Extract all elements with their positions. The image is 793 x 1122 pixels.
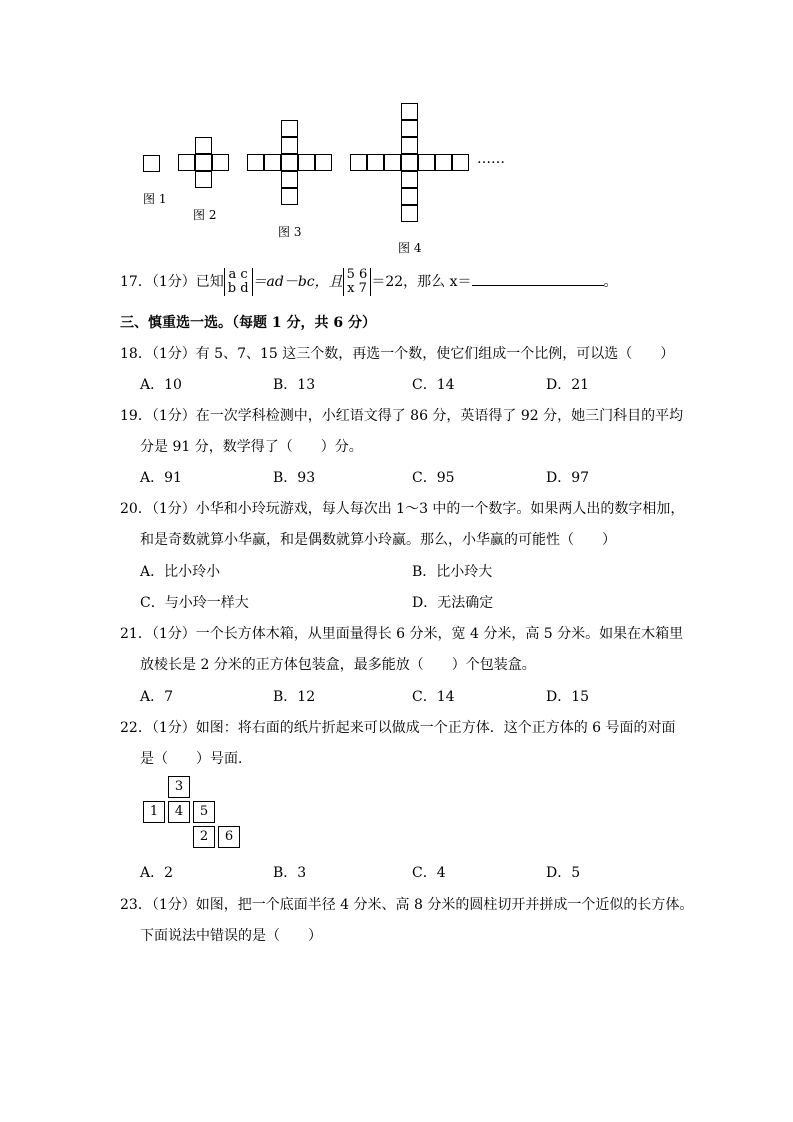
- figure-1: [143, 155, 161, 173]
- q18-option-d[interactable]: D．21: [546, 377, 590, 393]
- q19-option-a[interactable]: A．91: [140, 470, 182, 486]
- figure-1-caption: 图 1: [143, 192, 167, 206]
- q17-definition: ＝ad－bc，且: [252, 274, 343, 290]
- q20-option-b[interactable]: B．比小玲大: [412, 564, 493, 580]
- q19-option-d[interactable]: D．97: [546, 470, 590, 486]
- question-22-stem-2: 是（ ）号面．: [140, 751, 252, 767]
- q17-prefix: 17．（1分）已知: [120, 274, 224, 290]
- net-cell: 2: [193, 826, 215, 848]
- q17-determinant-given: 5 6 x 7: [343, 268, 372, 296]
- q20-option-a[interactable]: A．比小玲小: [140, 564, 221, 580]
- q22-option-b[interactable]: B．3: [273, 865, 307, 881]
- net-cell: 4: [168, 801, 190, 823]
- q17-determinant-general: a c b d: [224, 268, 253, 296]
- question-20-stem-1: 20．（1分）小华和小玲玩游戏，每人每次出 1～3 中的一个数字。如果两人出的数字相加，: [120, 501, 685, 517]
- q22-option-c[interactable]: C．4: [412, 865, 446, 881]
- question-21-stem-1: 21．（1分）一个长方体木箱，从里面量得长 6 分米，宽 4 分米，高 5 分米。如果在木箱里: [120, 626, 684, 642]
- figure-ellipsis: ……: [477, 151, 505, 167]
- net-cell: 1: [143, 801, 165, 823]
- q20-option-d[interactable]: D．无法确定: [412, 595, 494, 611]
- q18-option-a[interactable]: A．10: [140, 377, 182, 393]
- q19-option-c[interactable]: C．95: [412, 470, 455, 486]
- cube-net: [143, 776, 247, 852]
- q18-option-b[interactable]: B．13: [273, 377, 316, 393]
- question-17: [120, 266, 618, 298]
- question-20-stem-2: 和是奇数就算小华赢，和是偶数就算小玲赢。那么，小华赢的可能性（ ）: [140, 532, 616, 548]
- q18-option-c[interactable]: C．14: [412, 377, 455, 393]
- question-19-stem-1: 19．（1分）在一次学科检测中，小红语文得了 86 分，英语得了 92 分，她三门科目的平均: [120, 408, 684, 424]
- question-23-stem-1: 23．（1分）如图，把一个底面半径 4 分米、高 8 分米的圆柱切开并拼成一个近似的长方体。: [120, 897, 694, 913]
- net-cell: 3: [168, 776, 190, 798]
- q21-option-a[interactable]: A．7: [140, 689, 174, 705]
- section-3-title: 三、慎重选一选。（每题 1 分，共 6 分）: [120, 315, 376, 331]
- figure-4: [350, 103, 472, 225]
- question-18-stem: 18．（1分）有 5、7、15 这三个数，再选一个数，使它们组成一个比例，可以选（ ）: [120, 346, 675, 362]
- q17-end: 。: [603, 274, 618, 290]
- q21-option-b[interactable]: B．12: [273, 689, 316, 705]
- question-23-stem-2: 下面说法中错误的是（ ）: [140, 928, 322, 944]
- q17-answer-blank[interactable]: [472, 271, 604, 286]
- question-22-stem-1: 22．（1分）如图：将右面的纸片折起来可以做成一个正方体．这个正方体的 6 号面的对面: [120, 720, 676, 736]
- figure-3-caption: 图 3: [278, 225, 302, 239]
- question-21-stem-2: 放棱长是 2 分米的正方体包装盒，最多能放（ ）个包装盒。: [140, 657, 536, 673]
- q21-option-d[interactable]: D．15: [546, 689, 590, 705]
- figure-3: [247, 120, 335, 208]
- net-cell: 5: [193, 801, 215, 823]
- q21-option-c[interactable]: C．14: [412, 689, 455, 705]
- q20-option-c[interactable]: C．与小玲一样大: [140, 595, 249, 611]
- figure-2-caption: 图 2: [193, 208, 217, 222]
- figure-2: [178, 137, 232, 191]
- q22-option-d[interactable]: D．5: [546, 865, 581, 881]
- q22-option-a[interactable]: A．2: [140, 865, 174, 881]
- net-cell: 6: [218, 826, 240, 848]
- question-19-stem-2: 分是 91 分，数学得了（ ）分。: [140, 439, 363, 455]
- figure-4-caption: 图 4: [398, 241, 422, 255]
- q17-condition: ＝22，那么 x＝: [371, 274, 472, 290]
- q19-option-b[interactable]: B．93: [273, 470, 316, 486]
